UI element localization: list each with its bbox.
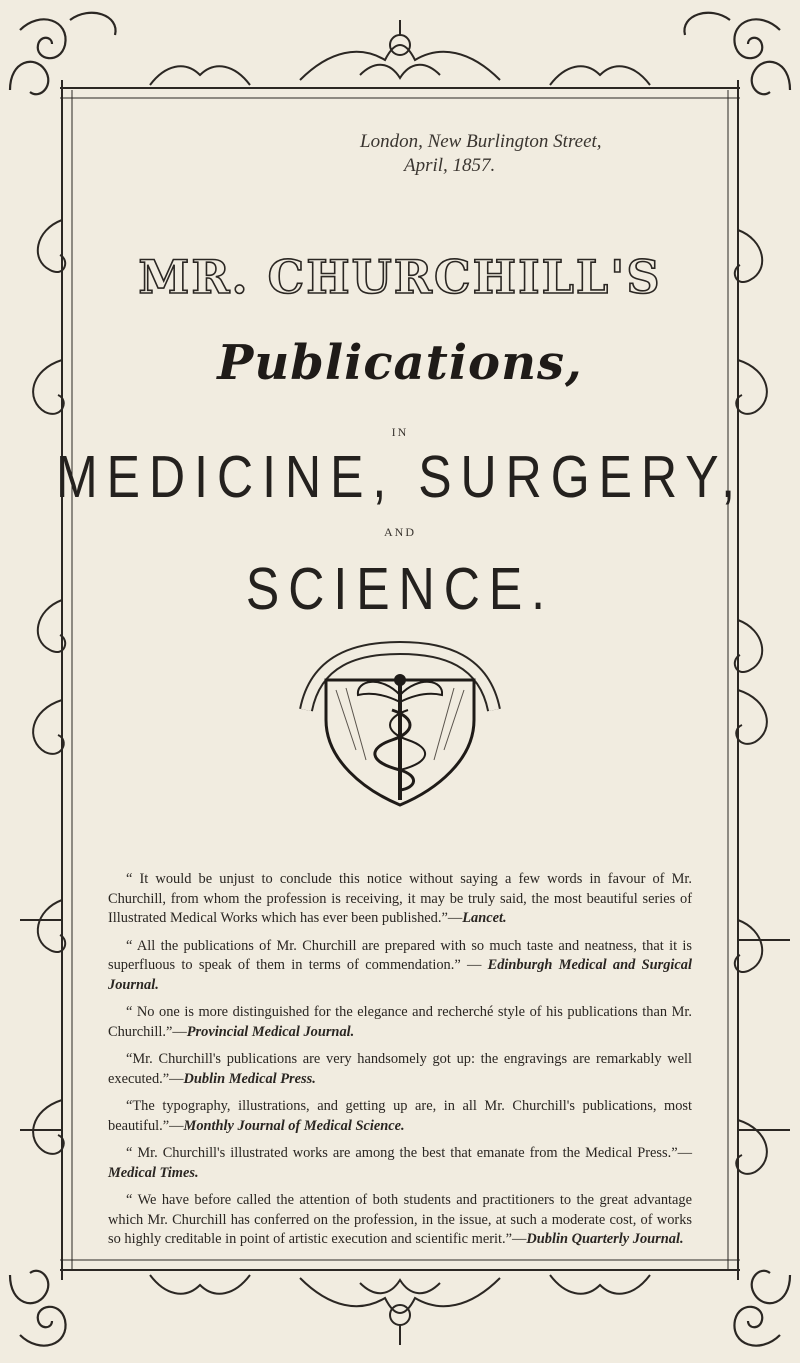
review-source: Lancet. <box>462 910 507 926</box>
review-source: Dublin Quarterly Journal. <box>526 1231 684 1247</box>
bottom-center-ornament <box>150 1275 650 1345</box>
review-source: Medical Times. <box>108 1164 199 1181</box>
dateline-address: London, New Burlington Street, <box>360 131 602 152</box>
review-item: “Mr. Churchill's publications are very handsomely got up: the engravings are remarkably well executed.”—Dublin Medical Press. <box>108 1051 692 1087</box>
dateline <box>360 130 680 178</box>
and-label: AND <box>384 525 416 539</box>
review-source: Edinburgh Medical and Surgical Journal. <box>108 957 692 993</box>
corner-scroll-bottom-left <box>10 1271 66 1346</box>
press-reviews <box>108 870 692 1258</box>
review-item: “ It would be unjust to conclude this notice without saying a few words in favour of Mr. Churchill, from whom the profession is receiving, it may be truly said, the most beautiful series of Illustrated Medical Works which has ever been published.”—Lancet. <box>108 871 692 926</box>
review-item: “ All the publications of Mr. Churchill are prepared with so much taste and neatness, that it is superfluous to speak of them in terms of commendation.” — Edinburgh Medical and Surgical Journal. <box>108 937 692 993</box>
corner-scroll-bottom-right <box>734 1271 790 1346</box>
review-item: “The typography, illustrations, and getting up are, in all Mr. Churchill's publications, most beautiful.”—Monthly Journal of Medical Science. <box>108 1098 692 1134</box>
review-source: Dublin Medical Press. <box>183 1070 316 1087</box>
review-item: “ We have before called the attention of both students and practitioners to the great advantage which Mr. Churchill has conferred on the profession, in the issue, at such a moderate cost, of works so highly creditable in point of artistic execution and scientific merit.”—Dublin Quarterly Journal. <box>108 1192 692 1247</box>
in-label: IN <box>391 425 409 439</box>
subjects-line-1: MEDICINE, SURGERY, <box>55 443 745 511</box>
review-item: “ No one is more distinguished for the elegance and recherché style of his publications than Mr. Churchill.”—Provincial Medical Journal. <box>108 1004 692 1040</box>
review-item: “ Mr. Churchill's illustrated works are among the best that emanate from the Medical Press.”—Medical Times. <box>108 1145 692 1181</box>
review-source: Monthly Journal of Medical Science. <box>183 1117 405 1134</box>
caduceus-shield-icon <box>296 640 504 810</box>
review-source: Provincial Medical Journal. <box>186 1023 355 1040</box>
subjects-line-2: SCIENCE. <box>245 555 555 623</box>
publisher-name: MR. CHURCHILL'S <box>138 250 662 304</box>
publications-heading: Publications, <box>217 335 583 391</box>
top-center-ornament <box>150 20 650 85</box>
dateline-date: April, 1857. <box>404 155 496 176</box>
